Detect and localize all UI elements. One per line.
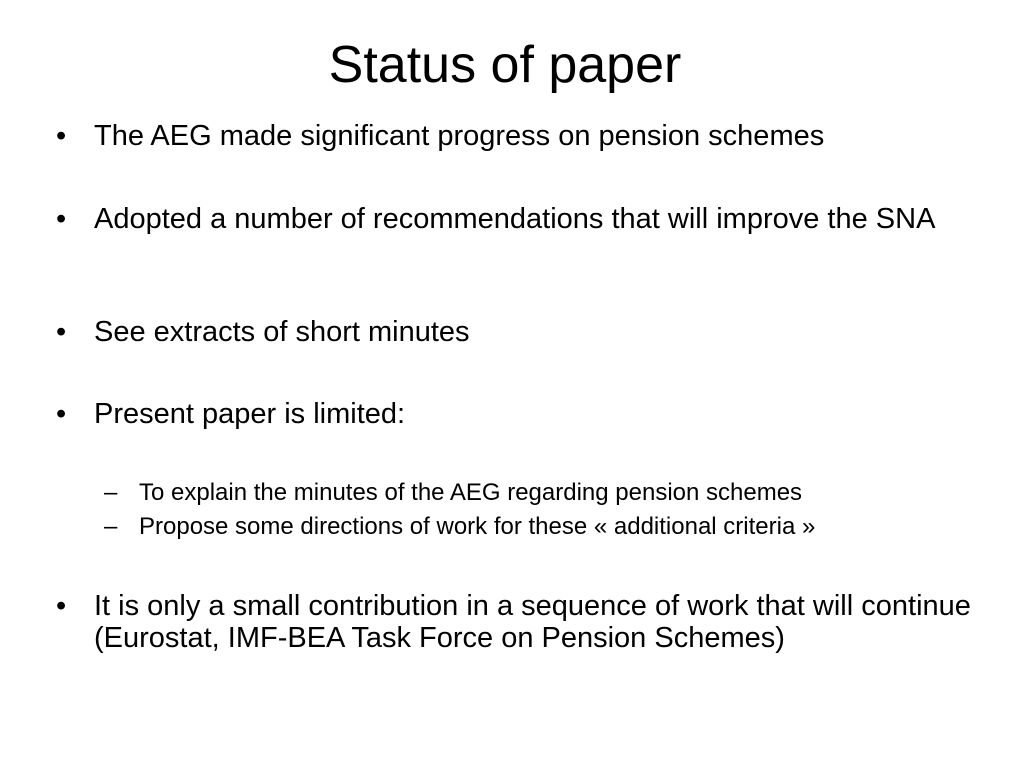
bullet-item bbox=[56, 316, 976, 348]
sub-bullet-item bbox=[104, 513, 984, 541]
bullet-text: Adopted a number of recommendations that will improve the SNA bbox=[94, 203, 936, 235]
bullet-item bbox=[56, 398, 976, 430]
bullet-marker: • bbox=[56, 590, 67, 622]
sub-bullet-marker: – bbox=[104, 479, 118, 506]
bullet-item bbox=[56, 203, 976, 235]
bullet-text: See extracts of short minutes bbox=[94, 316, 470, 348]
bullet-text: Present paper is limited: bbox=[94, 398, 406, 430]
bullet-marker: • bbox=[56, 203, 67, 235]
sub-bullet-item bbox=[104, 479, 984, 507]
bullet-marker: • bbox=[56, 316, 67, 348]
bullet-item bbox=[56, 120, 976, 152]
sub-bullet-text: Propose some directions of work for these « additional criteria » bbox=[139, 513, 816, 540]
bullet-text: The AEG made significant progress on pension schemes bbox=[94, 120, 825, 152]
sub-bullet-marker: – bbox=[104, 513, 118, 540]
bullet-marker: • bbox=[56, 120, 67, 152]
bullet-text: It is only a small contribution in a sequence of work that will continue (Eurostat, IMF-BEA Task Force on Pension Schemes) bbox=[94, 590, 971, 654]
sub-bullet-text: To explain the minutes of the AEG regarding pension schemes bbox=[139, 479, 803, 506]
bullet-marker: • bbox=[56, 398, 67, 430]
slide-title: Status of paper bbox=[328, 36, 682, 94]
bullet-item bbox=[56, 590, 976, 654]
